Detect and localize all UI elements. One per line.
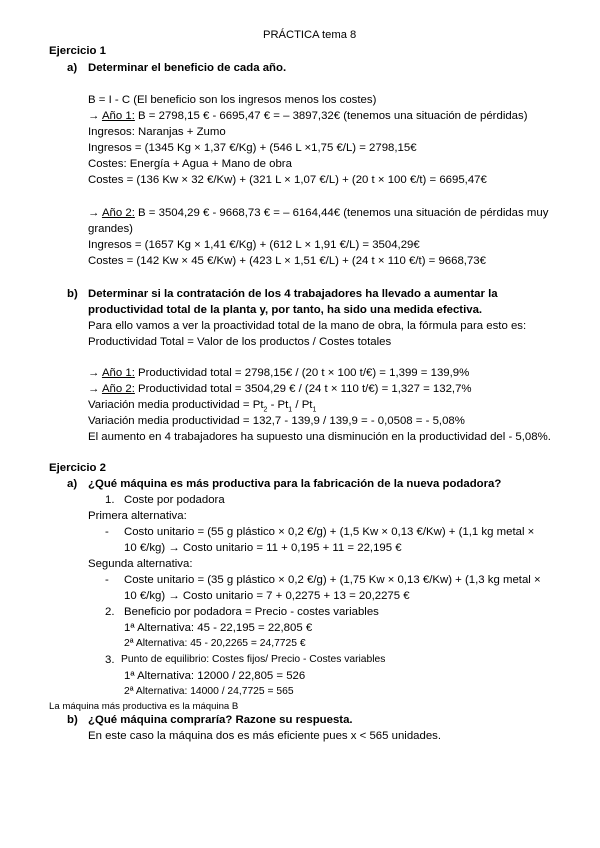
- ingresos-definition: Ingresos: Naranjas + Zumo: [88, 126, 226, 138]
- alternative2-cost-line2: 10 €/kg) → Costo unitario = 7 + 0,2275 + 13 = 20,2275 €: [124, 590, 410, 602]
- year2-costes: Costes = (142 Kw × 45 €/Kw) + (423 L × 1,51 €/L) + (24 t × 110 €/t) = 9668,73€: [88, 255, 486, 267]
- year2-benefit: [88, 206, 548, 220]
- ex2-b-label: b): [67, 714, 78, 726]
- item3-number: 3.: [105, 654, 115, 666]
- ex2-b-question: ¿Qué máquina compraría? Razone su respuesta.: [88, 714, 353, 726]
- productivity-formula: Productividad Total = Valor de los productos / Costes totales: [88, 336, 392, 348]
- year2-benefit-continued: grandes): [88, 223, 133, 235]
- year1-productivity: [88, 366, 469, 380]
- ex2-b-answer: En este caso la máquina dos es más eficiente pues x < 565 unidades.: [88, 730, 442, 742]
- year1-benefit-text: B = 2798,15 € - 6695,47 € = – 3897,32€ (tenemos una situación de pérdidas): [134, 110, 528, 122]
- ex1-a-question: Determinar el beneficio de cada año.: [88, 62, 287, 74]
- ex1-b-question-line2: productividad total de la planta y, por tanto, ha sido una medida efectiva.: [88, 304, 483, 316]
- item2-text: Beneficio por podadora = Precio - costes variables: [124, 606, 379, 618]
- arrow-icon: →: [88, 383, 102, 395]
- arrow-icon: →: [88, 367, 102, 379]
- year2-label: Año 2:: [101, 383, 135, 395]
- alternative1-cost-line2: 10 €/kg) → Costo unitario = 11 + 0,195 + 11 = 22,195 €: [124, 542, 402, 554]
- item2-alternative2: 2ª Alternativa: 45 - 20,2265 = 24,7725 €: [124, 638, 306, 649]
- costes-definition: Costes: Energía + Agua + Mano de obra: [88, 158, 292, 170]
- ex1-conclusion: El aumento en 4 trabajadores ha supuesto una disminución en la productividad del - 5,08%.: [88, 431, 551, 443]
- benefit-formula: B = I - C (El beneficio son los ingresos menos los costes): [88, 94, 377, 106]
- bullet-dash: -: [105, 526, 109, 538]
- item3-alternative1: 1ª Alternativa: 12000 / 22,805 = 526: [124, 670, 306, 682]
- item3-text: Punto de equilibrio: Costes fijos/ Precio - Costes variables: [121, 654, 386, 665]
- year2-productivity: [88, 382, 472, 396]
- year2-label: Año 2:: [101, 207, 135, 219]
- item1-number: 1.: [105, 494, 115, 506]
- ex2-a-question: ¿Qué máquina es más productiva para la fabricación de la nueva podadora?: [88, 478, 502, 490]
- bullet-dash: -: [105, 574, 109, 586]
- year1-label: Año 1:: [101, 110, 135, 122]
- year1-label: Año 1:: [101, 367, 135, 379]
- exercise-1-heading: Ejercicio 1: [49, 45, 106, 57]
- ex1-b-intro: Para ello vamos a ver la proactividad total de la mano de obra, la fórmula para esto es:: [88, 320, 527, 332]
- year2-productivity-text: Productividad total = 3504,29 € / (24 t × 110 t/€) = 1,327 = 132,7%: [134, 383, 472, 395]
- exercise-2-heading: Ejercicio 2: [49, 462, 106, 474]
- year1-ingresos: Ingresos = (1345 Kg × 1,37 €/Kg) + (546 L ×1,75 €/L) = 2798,15€: [88, 142, 417, 154]
- alternative2-heading: Segunda alternativa:: [88, 558, 193, 570]
- ex2-a-conclusion: La máquina más productiva es la máquina B: [49, 701, 239, 712]
- ex1-a-label: a): [67, 62, 78, 74]
- year2-benefit-text: B = 3504,29 € - 9668,73 € = – 6164,44€ (tenemos una situación de pérdidas muy: [134, 207, 549, 219]
- ex1-b-label: b): [67, 288, 78, 300]
- arrow-icon: →: [88, 110, 102, 122]
- year1-benefit: [88, 109, 528, 123]
- alternative1-cost-line1: Costo unitario = (55 g plástico × 0,2 €/g) + (1,5 Kw × 0,13 €/Kw) + (1,1 kg metal ×: [124, 526, 535, 538]
- item1-text: Coste por podadora: [124, 494, 225, 506]
- arrow-icon: →: [88, 207, 102, 219]
- alternative2-cost-line1: Coste unitario = (35 g plástico × 0,2 €/g) + (1,75 Kw × 0,13 €/Kw) + (1,3 kg metal ×: [124, 574, 541, 586]
- item2-number: 2.: [105, 606, 115, 618]
- variation-formula: Variación media productividad = $Pt_2 - Pt_1 / Pt_1$: [88, 399, 317, 414]
- ex1-b-question-line1: Determinar si la contratación de los 4 trabajadores ha llevado a aumentar la: [88, 288, 498, 300]
- item2-alternative1: 1ª Alternativa: 45 - 22,195 = 22,805 €: [124, 622, 313, 634]
- alternative1-heading: Primera alternativa:: [88, 510, 187, 522]
- year2-ingresos: Ingresos = (1657 Kg × 1,41 €/Kg) + (612 L × 1,91 €/L) = 3504,29€: [88, 239, 420, 251]
- year1-productivity-text: Productividad total = 2798,15€ / (20 t × 100 t/€) = 1,399 = 139,9%: [134, 367, 470, 379]
- page-title: PRÁCTICA tema 8: [263, 29, 357, 41]
- item3-alternative2: 2ª Alternativa: 14000 / 24,7725 = 565: [124, 686, 294, 697]
- ex2-a-label: a): [67, 478, 78, 490]
- variation-calculation: Variación media productividad = 132,7 - 139,9 / 139,9 = - 0,0508 = - 5,08%: [88, 415, 465, 427]
- year1-costes: Costes = (136 Kw × 32 €/Kw) + (321 L × 1,07 €/L) + (20 t × 100 €/t) = 6695,47€: [88, 174, 487, 186]
